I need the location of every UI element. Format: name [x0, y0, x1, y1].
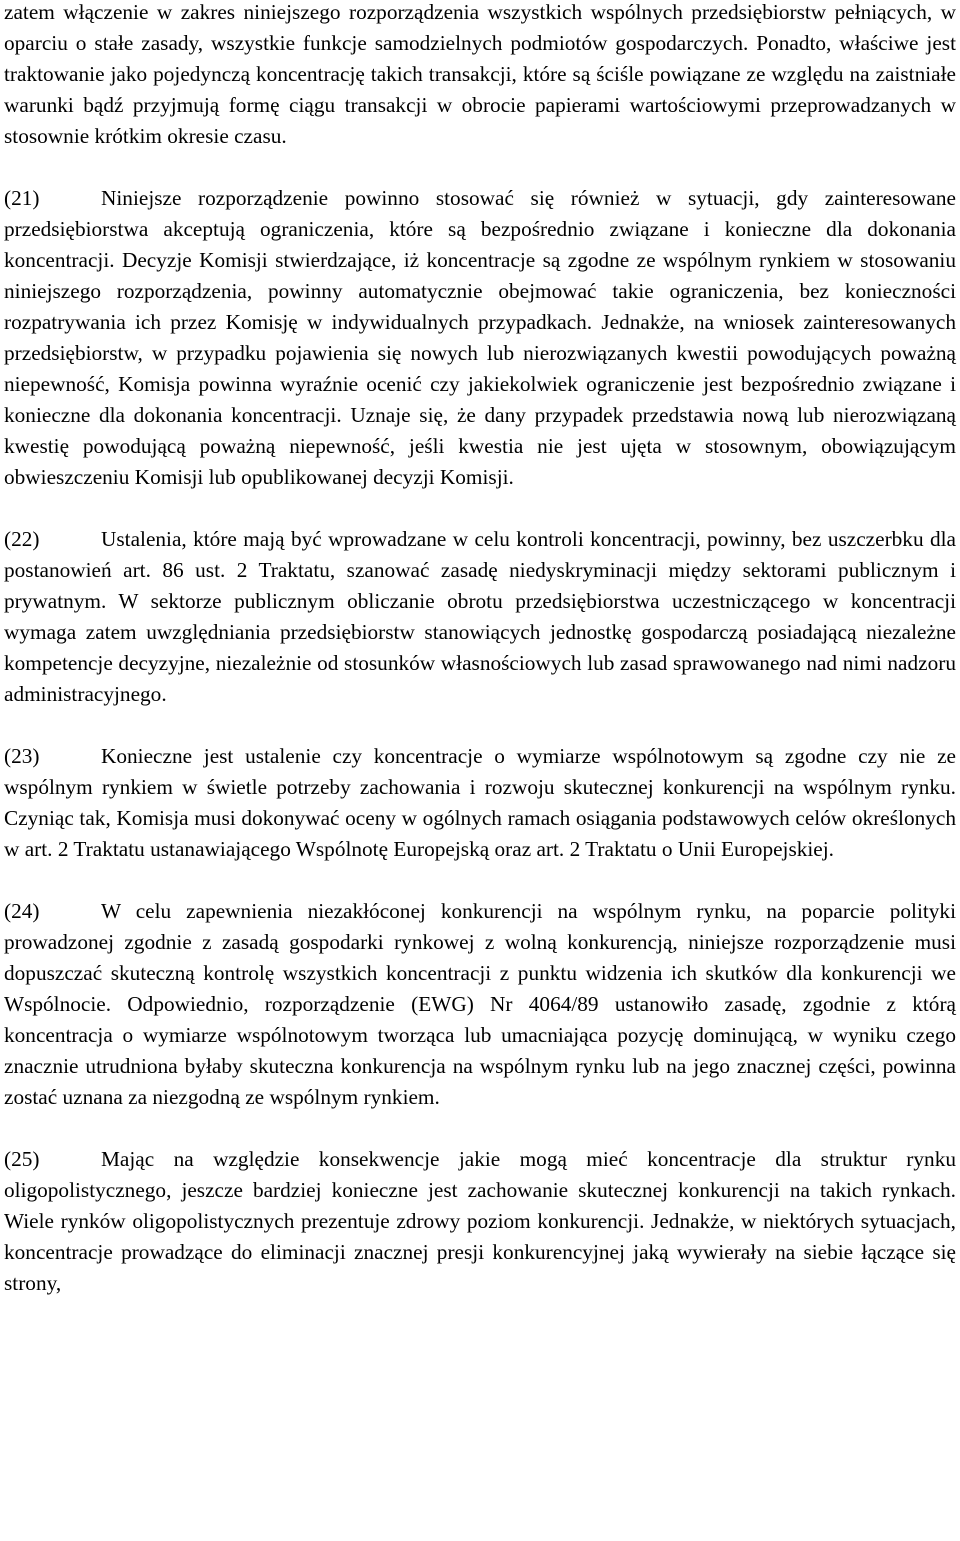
paragraph-text: W celu zapewnienia niezakłóconej konkurencji na wspólnym rynku, na poparcie polityki prowadzonej zgodnie z zasadą gospodarki rynkowej z wolną konkurencją, niniejsze rozporządzenie musi dopuszczać skuteczną kontrolę wszystkich koncentracji z punktu widzenia ich skutków dla konkurencji we Wspólnocie. Odpowiednio, rozporządzenie (EWG) Nr 4064/89 ustanowiło zasadę, zgodnie z którą koncentracja o wymiarze wspólnotowym tworząca lub umacniająca pozycję dominującą, w wyniku czego znacznie utrudniona byłaby skuteczna konkurencja na wspólnym rynku lub na jego znacznej części, powinna zostać uznana za niezgodną ze wspólnym rynkiem.: [4, 899, 956, 1109]
paragraph-number: (22): [4, 527, 40, 551]
paragraph-number: (23): [4, 744, 40, 768]
paragraph-text: Niniejsze rozporządzenie powinno stosować się również w sytuacji, gdy zainteresowane przedsiębiorstwa akceptują ograniczenia, które są bezpośrednio związane i konieczne dla dokonania koncentracji. Decyzje Komisji stwierdzające, iż koncentracje są zgodne ze wspólnym rynkiem w stosowaniu niniejszego rozporządzenia, powinny automatycznie obejmować takie ograniczenia, bez konieczności rozpatrywania ich przez Komisję w indywidualnych przypadkach. Jednakże, na wniosek zainteresowanych przedsiębiorstw, w przypadku pojawienia się nowych lub nierozwiązanych kwestii powodujących poważną niepewność, Komisja powinna wyraźnie ocenić czy jakiekolwiek ograniczenie jest bezpośrednio związane i konieczne dla dokonania koncentracji. Uznaje się, że dany przypadek przedstawia nową lub nierozwiązaną kwestię powodującą poważną niepewność, jeśli kwestia nie jest ujęta w stosownym, obowiązującym obwieszczeniu Komisji lub opublikowanej decyzji Komisji.: [4, 186, 956, 489]
paragraph-number: (24): [4, 899, 40, 923]
paragraph-number: (25): [4, 1147, 40, 1171]
paragraph-text: Mając na względzie konsekwencje jakie mogą mieć koncentracje dla struktur rynku oligopolistycznego, jeszcze bardziej konieczne jest zachowanie skutecznej konkurencji na takich rynkach. Wiele rynków oligopolistycznych prezentuje zdrowy poziom konkurencji. Jednakże, w niektórych sytuacjach, koncentracje prowadzące do eliminacji znacznej presji konkurencyjnej jaką wywierały na siebie łączące się strony,: [4, 1147, 956, 1295]
paragraph-24: [4, 896, 956, 1113]
paragraph-25: [4, 1144, 956, 1299]
paragraph-text: Konieczne jest ustalenie czy koncentracje o wymiarze wspólnotowym są zgodne czy nie ze wspólnym rynkiem w świetle potrzeby zachowania i rozwoju skutecznej konkurencji na wspólnym rynku. Czyniąc tak, Komisja musi dokonywać oceny w ogólnych ramach osiągania podstawowych celów określonych w art. 2 Traktatu ustanawiającego Wspólnotę Europejską oraz art. 2 Traktatu o Unii Europejskiej.: [4, 744, 956, 861]
paragraph-number: (21): [4, 186, 40, 210]
document-page: [4, 0, 956, 1330]
paragraph-text: Ustalenia, które mają być wprowadzane w celu kontroli koncentracji, powinny, bez uszczerbku dla postanowień art. 86 ust. 2 Traktatu, szanować zasadę niedyskryminacji między sektorami publicznym i prywatnym. W sektorze publicznym obliczanie obrotu przedsiębiorstwa uczestniczącego w koncentracji wymaga zatem uwzględniania przedsiębiorstw stanowiących jednostkę gospodarczą posiadającą niezależne kompetencje decyzyjne, niezależnie od stosunków własnościowych lub zasad sprawowanego nad nimi nadzoru administracyjnego.: [4, 527, 956, 706]
paragraph-21: [4, 183, 956, 493]
lead-paragraph: zatem włączenie w zakres niniejszego rozporządzenia wszystkich wspólnych przedsiębiorstw pełniących, w oparciu o stałe zasady, wszystkie funkcje samodzielnych podmiotów gospodarczych. Ponadto, właściwe jest traktowanie jako pojedynczą koncentrację takich transakcji, które są ściśle powiązane ze względu na zaistniałe warunki bądź przyjmują formę ciągu transakcji w obrocie papierami wartościowymi przeprowadzanych w stosownie krótkim okresie czasu.: [4, 0, 956, 148]
paragraph-22: [4, 524, 956, 710]
paragraph-23: [4, 741, 956, 865]
